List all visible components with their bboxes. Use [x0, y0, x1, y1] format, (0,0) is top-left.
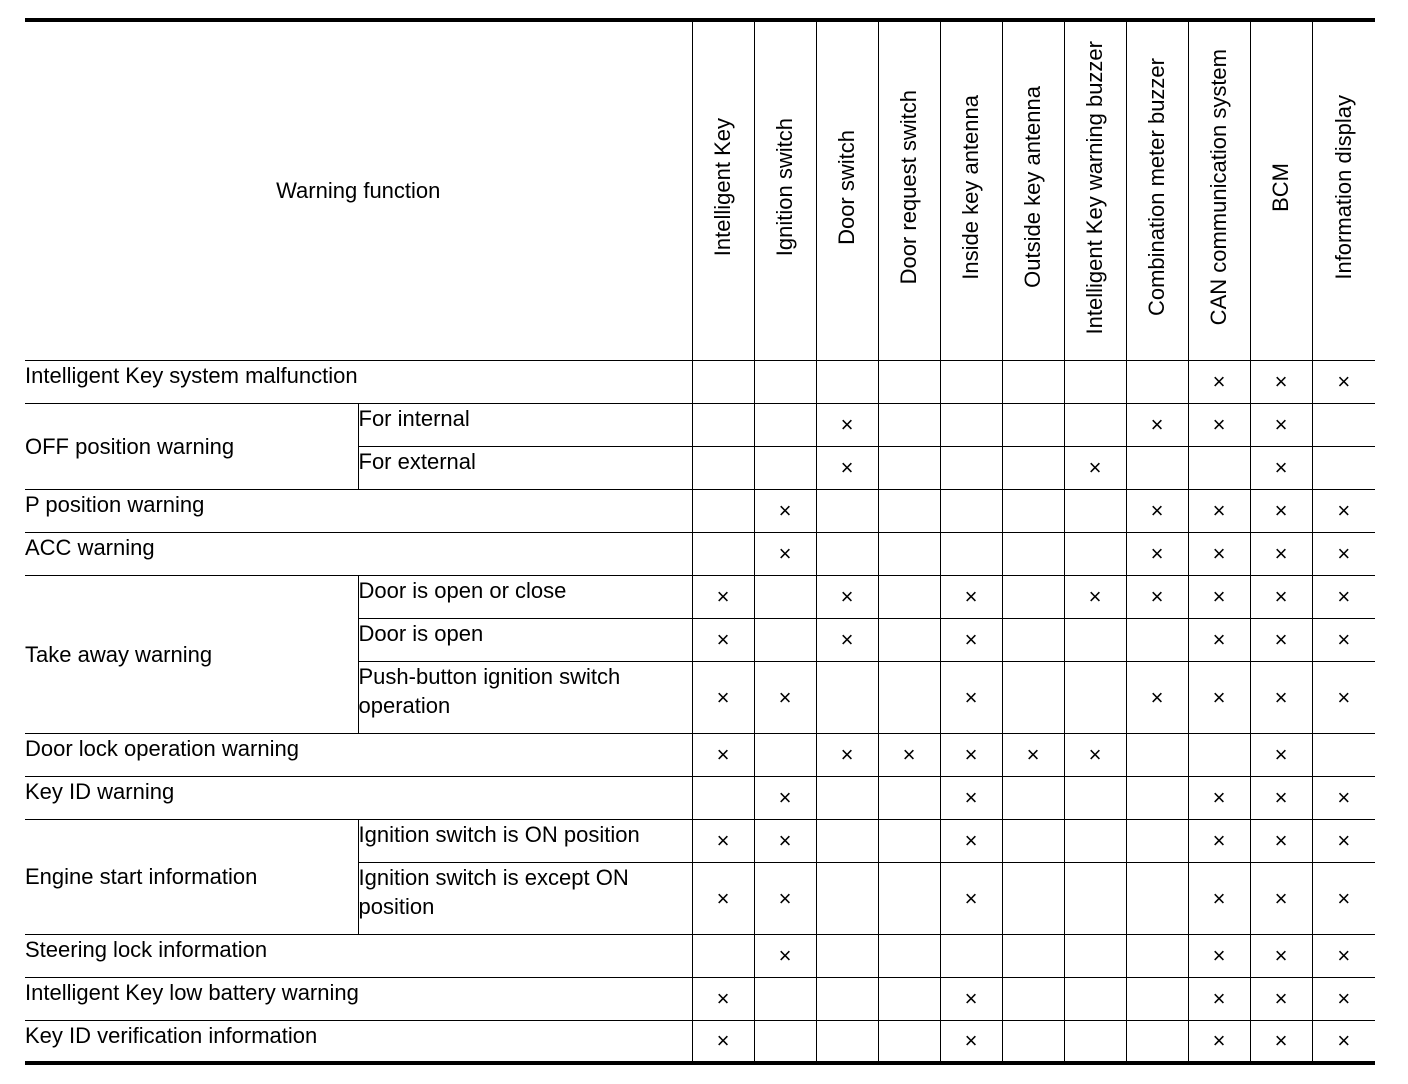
check-mark: ×	[1188, 1020, 1250, 1063]
empty-cell	[1126, 618, 1188, 661]
component-header	[1126, 20, 1188, 360]
empty-cell	[1002, 532, 1064, 575]
component-label: Information display	[1330, 94, 1356, 280]
empty-cell	[878, 862, 940, 934]
check-mark: ×	[1312, 489, 1375, 532]
warning-function-cell: Key ID warning	[25, 776, 692, 819]
empty-cell	[1126, 977, 1188, 1020]
check-mark: ×	[940, 776, 1002, 819]
check-mark: ×	[940, 1020, 1002, 1063]
empty-cell	[692, 403, 754, 446]
empty-cell	[754, 977, 816, 1020]
table-row	[25, 403, 1375, 446]
check-mark: ×	[1312, 934, 1375, 977]
empty-cell	[1002, 977, 1064, 1020]
empty-cell	[1126, 934, 1188, 977]
empty-cell	[1312, 403, 1375, 446]
check-mark: ×	[692, 733, 754, 776]
empty-cell	[1002, 446, 1064, 489]
component-label: Intelligent Key	[710, 118, 735, 257]
check-mark: ×	[692, 575, 754, 618]
empty-cell	[878, 819, 940, 862]
empty-cell	[692, 532, 754, 575]
check-mark: ×	[1188, 776, 1250, 819]
empty-cell	[816, 532, 878, 575]
empty-cell	[1002, 360, 1064, 403]
condition-cell: Ignition switch is except ON position	[358, 862, 692, 934]
empty-cell	[878, 934, 940, 977]
check-mark: ×	[1064, 446, 1126, 489]
warning-function-cell: Intelligent Key low battery warning	[25, 977, 692, 1020]
check-mark: ×	[1250, 733, 1312, 776]
empty-cell	[1002, 1020, 1064, 1063]
check-mark: ×	[754, 819, 816, 862]
empty-cell	[1064, 1020, 1126, 1063]
check-mark: ×	[1188, 862, 1250, 934]
empty-cell	[878, 360, 940, 403]
warning-function-cell: Take away warning	[25, 575, 358, 733]
table-row	[25, 532, 1375, 575]
empty-cell	[1064, 618, 1126, 661]
component-label: BCM	[1268, 162, 1293, 212]
condition-cell: Ignition switch is ON position	[358, 819, 692, 862]
empty-cell	[940, 403, 1002, 446]
empty-cell	[1064, 360, 1126, 403]
empty-cell	[1002, 819, 1064, 862]
component-label: Outside key antenna	[1020, 86, 1045, 289]
table-row	[25, 776, 1375, 819]
check-mark: ×	[754, 532, 816, 575]
check-mark: ×	[692, 862, 754, 934]
empty-cell	[1312, 733, 1375, 776]
check-mark: ×	[1250, 862, 1312, 934]
check-mark: ×	[1250, 618, 1312, 661]
check-mark: ×	[1312, 977, 1375, 1020]
check-mark: ×	[1126, 489, 1188, 532]
check-mark: ×	[1312, 532, 1375, 575]
empty-cell	[1064, 661, 1126, 733]
check-mark: ×	[754, 489, 816, 532]
table-row	[25, 934, 1375, 977]
warning-function-cell: Door lock operation warning	[25, 733, 692, 776]
check-mark: ×	[1312, 618, 1375, 661]
component-label: Door switch	[834, 129, 859, 245]
warning-function-header: Warning function	[25, 20, 692, 360]
empty-cell	[940, 360, 1002, 403]
empty-cell	[1002, 618, 1064, 661]
warning-function-cell: ACC warning	[25, 532, 692, 575]
empty-cell	[816, 360, 878, 403]
empty-cell	[940, 489, 1002, 532]
check-mark: ×	[1250, 575, 1312, 618]
check-mark: ×	[1064, 733, 1126, 776]
warning-function-table	[25, 18, 1375, 1065]
check-mark: ×	[754, 776, 816, 819]
check-mark: ×	[1250, 360, 1312, 403]
check-mark: ×	[1064, 575, 1126, 618]
empty-cell	[1002, 776, 1064, 819]
check-mark: ×	[1126, 661, 1188, 733]
warning-function-cell: Intelligent Key system malfunction	[25, 360, 692, 403]
check-mark: ×	[692, 1020, 754, 1063]
empty-cell	[1126, 733, 1188, 776]
check-mark: ×	[1188, 934, 1250, 977]
condition-cell: Door is open or close	[358, 575, 692, 618]
empty-cell	[1002, 489, 1064, 532]
empty-cell	[878, 661, 940, 733]
check-mark: ×	[1250, 532, 1312, 575]
component-label: Intelligent Key warning buzzer	[1082, 40, 1107, 334]
check-mark: ×	[1250, 977, 1312, 1020]
check-mark: ×	[940, 819, 1002, 862]
check-mark: ×	[1250, 1020, 1312, 1063]
table-row	[25, 819, 1375, 862]
check-mark: ×	[754, 934, 816, 977]
condition-cell: For external	[358, 446, 692, 489]
empty-cell	[878, 1020, 940, 1063]
table-body	[25, 360, 1375, 1063]
warning-function-cell: OFF position warning	[25, 403, 358, 489]
table-row	[25, 733, 1375, 776]
check-mark: ×	[1250, 489, 1312, 532]
check-mark: ×	[1312, 776, 1375, 819]
empty-cell	[1126, 862, 1188, 934]
component-label: Door request switch	[896, 90, 921, 285]
check-mark: ×	[1312, 360, 1375, 403]
check-mark: ×	[940, 862, 1002, 934]
warning-function-cell: Steering lock information	[25, 934, 692, 977]
check-mark: ×	[1188, 819, 1250, 862]
empty-cell	[754, 733, 816, 776]
check-mark: ×	[940, 661, 1002, 733]
check-mark: ×	[1002, 733, 1064, 776]
check-mark: ×	[1312, 862, 1375, 934]
check-mark: ×	[1126, 403, 1188, 446]
empty-cell	[1064, 819, 1126, 862]
check-mark: ×	[1312, 661, 1375, 733]
table-row	[25, 360, 1375, 403]
empty-cell	[816, 934, 878, 977]
empty-cell	[1002, 575, 1064, 618]
empty-cell	[816, 862, 878, 934]
check-mark: ×	[1250, 819, 1312, 862]
empty-cell	[1002, 661, 1064, 733]
check-mark: ×	[1312, 1020, 1375, 1063]
empty-cell	[1126, 360, 1188, 403]
check-mark: ×	[1188, 618, 1250, 661]
empty-cell	[1064, 489, 1126, 532]
component-header	[754, 20, 816, 360]
empty-cell	[754, 575, 816, 618]
empty-cell	[1064, 532, 1126, 575]
empty-cell	[754, 618, 816, 661]
component-header	[878, 20, 940, 360]
warning-function-cell: Engine start information	[25, 819, 358, 934]
check-mark: ×	[816, 618, 878, 661]
check-mark: ×	[692, 819, 754, 862]
empty-cell	[940, 532, 1002, 575]
header-row	[25, 20, 1375, 360]
empty-cell	[754, 403, 816, 446]
empty-cell	[754, 1020, 816, 1063]
check-mark: ×	[1188, 489, 1250, 532]
empty-cell	[1126, 819, 1188, 862]
empty-cell	[940, 446, 1002, 489]
check-mark: ×	[1312, 575, 1375, 618]
empty-cell	[692, 446, 754, 489]
empty-cell	[816, 977, 878, 1020]
check-mark: ×	[940, 618, 1002, 661]
empty-cell	[754, 360, 816, 403]
empty-cell	[878, 575, 940, 618]
check-mark: ×	[1250, 661, 1312, 733]
check-mark: ×	[1126, 575, 1188, 618]
empty-cell	[1312, 446, 1375, 489]
component-header	[1002, 20, 1064, 360]
check-mark: ×	[1188, 532, 1250, 575]
empty-cell	[1126, 1020, 1188, 1063]
empty-cell	[816, 776, 878, 819]
empty-cell	[878, 403, 940, 446]
empty-cell	[816, 661, 878, 733]
check-mark: ×	[940, 575, 1002, 618]
check-mark: ×	[1250, 446, 1312, 489]
empty-cell	[692, 934, 754, 977]
check-mark: ×	[1250, 403, 1312, 446]
warning-function-cell: Key ID verification information	[25, 1020, 692, 1063]
check-mark: ×	[1188, 360, 1250, 403]
check-mark: ×	[816, 403, 878, 446]
check-mark: ×	[816, 446, 878, 489]
component-label: Inside key antenna	[958, 94, 983, 280]
check-mark: ×	[1250, 776, 1312, 819]
check-mark: ×	[1126, 532, 1188, 575]
empty-cell	[878, 776, 940, 819]
table-row	[25, 489, 1375, 532]
warning-function-cell: P position warning	[25, 489, 692, 532]
empty-cell	[1064, 862, 1126, 934]
component-label: CAN communication system	[1206, 49, 1231, 326]
check-mark: ×	[754, 862, 816, 934]
condition-cell: Door is open	[358, 618, 692, 661]
component-header	[692, 20, 754, 360]
empty-cell	[878, 532, 940, 575]
check-mark: ×	[1188, 661, 1250, 733]
check-mark: ×	[940, 733, 1002, 776]
check-mark: ×	[1188, 977, 1250, 1020]
check-mark: ×	[1312, 819, 1375, 862]
check-mark: ×	[878, 733, 940, 776]
empty-cell	[1064, 403, 1126, 446]
check-mark: ×	[1250, 934, 1312, 977]
empty-cell	[1002, 403, 1064, 446]
empty-cell	[692, 489, 754, 532]
condition-cell: Push-button ignition switch operation	[358, 661, 692, 733]
check-mark: ×	[1188, 575, 1250, 618]
table-row	[25, 575, 1375, 618]
empty-cell	[1064, 977, 1126, 1020]
component-header	[816, 20, 878, 360]
empty-cell	[878, 489, 940, 532]
empty-cell	[754, 446, 816, 489]
component-label: Combination meter buzzer	[1144, 58, 1169, 317]
check-mark: ×	[816, 575, 878, 618]
check-mark: ×	[1188, 403, 1250, 446]
check-mark: ×	[816, 733, 878, 776]
empty-cell	[692, 776, 754, 819]
component-header	[1250, 20, 1312, 360]
component-header	[1064, 20, 1126, 360]
empty-cell	[1188, 733, 1250, 776]
empty-cell	[878, 618, 940, 661]
check-mark: ×	[692, 618, 754, 661]
empty-cell	[816, 489, 878, 532]
table-row	[25, 977, 1375, 1020]
empty-cell	[878, 446, 940, 489]
check-mark: ×	[940, 977, 1002, 1020]
empty-cell	[940, 934, 1002, 977]
empty-cell	[1126, 446, 1188, 489]
check-mark: ×	[754, 661, 816, 733]
component-header	[940, 20, 1002, 360]
empty-cell	[878, 977, 940, 1020]
empty-cell	[692, 360, 754, 403]
empty-cell	[816, 819, 878, 862]
empty-cell	[1002, 862, 1064, 934]
component-header	[1188, 20, 1250, 360]
check-mark: ×	[692, 661, 754, 733]
condition-cell: For internal	[358, 403, 692, 446]
empty-cell	[1064, 934, 1126, 977]
component-header	[1312, 20, 1375, 360]
table-row	[25, 1020, 1375, 1063]
empty-cell	[1188, 446, 1250, 489]
empty-cell	[816, 1020, 878, 1063]
component-label: Ignition switch	[772, 118, 797, 257]
check-mark: ×	[692, 977, 754, 1020]
empty-cell	[1064, 776, 1126, 819]
empty-cell	[1002, 934, 1064, 977]
empty-cell	[1126, 776, 1188, 819]
